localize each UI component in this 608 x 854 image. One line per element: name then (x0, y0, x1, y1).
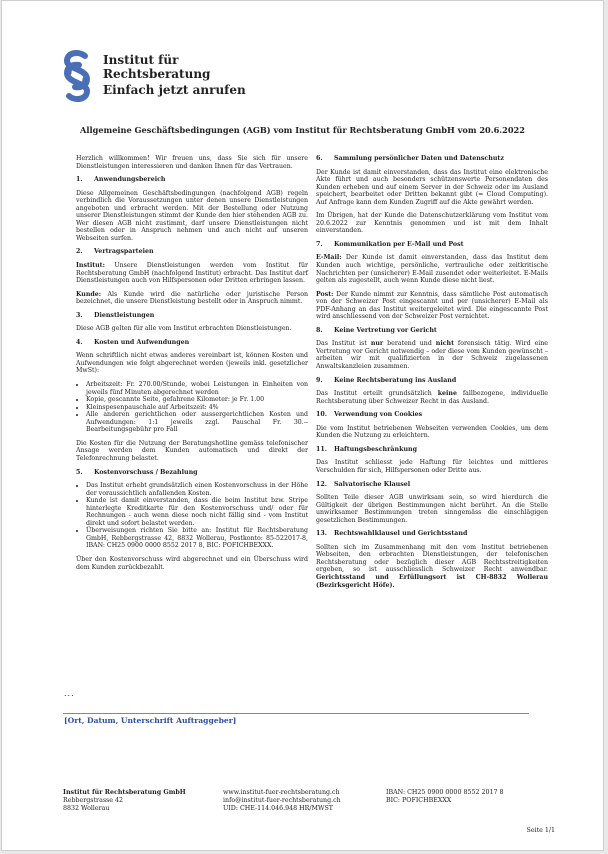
section-text-13: Sollten sich im Zusammenhang mit den vom Institut betriebenen Webseiten, den erbrachten Dienstleistungen, der telefonischen Rechtsberatung oder bezüglich dieser AGB Rechtsstreitigkeiten ergeben, so ist ausschliesslich Schweizer Recht anwendbar. Gerichtsstand und Erfüllungsort ist CH-8832 Wollerau (Bezirksgericht Höfe). (316, 543, 548, 589)
brand-name-line1: Institut für (103, 53, 179, 67)
brand-block (103, 54, 246, 98)
section-text-2b: Kunde: Als Kunde wird die natürliche oder juristische Person bezeichnet, die unsere Dienstleistung bestellt oder in Anspruch nimmt. (76, 290, 308, 306)
list-item: • Arbeitszeit: Fr. 270.00/Stunde, wobei Leistungen in Einheiten von jeweils fünf Minuten abgerechnet werden (86, 381, 308, 396)
list-item: • Das Institut erhebt grundsätzlich einen Kostenvorschuss in der Höhe der voraussichtlich anfallenden Kosten. (86, 482, 308, 497)
section-heading-13: 13. Rechtswahlklausel und Gerichtsstand (316, 530, 468, 538)
section-heading-12: 12. Salvatorische Klausel (316, 480, 411, 488)
section-text-1: Diese Allgemeinen Geschäftsbedingungen (nachfolgend AGB) regeln verbindlich die Voraussetzungen unter denen unsere Dienstleistungen angeboten und erbracht werden. Mit der Bestellung oder Nutzung unserer Dienstleistungen stimmt der Kunde den hier stehenden AGB zu. Wer diesen AGB nicht zustimmt, darf unsere Dienstleistungen nicht bestellen oder in Anspruch nehmen und auch nicht auf unseren Webseiten surfen. (76, 189, 308, 242)
footer-bic: BIC: POFICHBEXXX (386, 797, 452, 804)
payment-list (76, 482, 308, 550)
right-column (316, 155, 548, 595)
footer-website-link[interactable]: www.institut-fuer-rechtsberatung.ch (223, 789, 340, 796)
section-heading-8: 8. Keine Vertretung vor Gericht (316, 326, 437, 334)
section-text-7b: Post: Der Kunde nimmt zur Kenntnis, dass sämtliche Post automatisch von der Schweizer Post eingescannt und per (unsicherer) E-Mail als PDF-Anhang an das Institut weitergeleitet wird. Die eingescannte Post wird anschliessend von der Schweizer Post vernichtet. (316, 290, 548, 321)
section-heading-5: 5. Kostenvorschuss / Bezahlung (76, 468, 198, 476)
footer-uid: UID: CHE-114.046.948 HR/MWST (223, 805, 333, 812)
signature-line (63, 713, 529, 714)
document-page (1, 0, 604, 851)
section-text-9: Das Institut erteilt grundsätzlich keine fallbezogene, individuelle Rechtsberatung über Schweizer Recht in das Ausland. (316, 390, 549, 405)
cost-list (76, 381, 308, 434)
section-heading-3: 3. Dienstleistungen (76, 311, 155, 319)
left-column (76, 155, 308, 577)
section-heading-2: 2. Vertragsparteien (76, 248, 154, 256)
intro-paragraph: Herzlich willkommen! Wir freuen uns, dass Sie sich für unsere Dienstleistungen interessieren und danken Ihnen für das Vertrauen. (76, 155, 308, 170)
list-item: • Alle anderen gerichtlichen oder aussergerichtlichen Kosten und Aufwendungen: 1:1 jeweils zzgl. Pauschal Fr. 30.-- Bearbeitungsgebühr pro Fall (86, 411, 308, 434)
footer-email-link[interactable]: info@institut-fuer-rechtsberatung.ch (223, 797, 341, 804)
signature-label: [Ort, Datum, Unterschrift Auftraggeber] (64, 716, 237, 725)
footer-iban: IBAN: CH25 0900 0000 8552 2017 8 (386, 789, 504, 796)
section-heading-11: 11. Haftungsbeschränkung (316, 445, 418, 453)
section-text-10: Die vom Institut betriebenen Webseiten verwenden Cookies, um dem Kunden die Nutzung zu erleichtern. (316, 424, 548, 440)
section-heading-7: 7. Kommunikation per E-Mail und Post (316, 240, 464, 248)
brand-name-line2: Rechtsberatung (103, 66, 211, 81)
section-text-7a: E-Mail: Der Kunde ist damit einverstanden, dass das Institut dem Kunden auch wichtige, persönliche, vertrauliche oder zeitkritische Nachrichten per (unsicherer) E-Mail zusendet oder weiterleitet. E-Mails gelten als zugestellt, auch wenn Kunde diese nicht liest. (316, 254, 548, 285)
list-item: • Kopie, gescannte Seite, gefahrene Kilometer: je Fr. 1.00 (86, 396, 308, 404)
footer-contact (223, 789, 341, 813)
section-text-6a: Der Kunde ist damit einverstanden, dass das Institut eine elektronische Akte führt und auch besonders schützenswerte Personendaten des Kunden erheben und auf einem Server in der Schweiz oder im Ausland speichert, bearbeitet oder Dritten bekannt gibt (= Cloud Computing). Auf Anfrage kann dem Kunden Zugriff auf die Akte gewährt werden. (316, 168, 548, 206)
paragraph-logo-icon (60, 50, 94, 102)
section-text-4b: Die Kosten für die Nutzung der Beratungshotline gemäss telefonischer Ansage werden dem Kunden automatisch und direkt der Telefonrechnung belastet. (76, 439, 308, 462)
footer-address (63, 789, 186, 813)
section-text-3: Diese AGB gelten für alle vom Institut erbrachten Dienstleistungen. (76, 325, 292, 333)
section-heading-10: 10. Verwendung von Cookies (316, 411, 423, 419)
section-text-12: Sollten Teile dieser AGB unwirksam sein, so wird hierdurch die Gültigkeit der übrigen Bestimmungen nicht berührt. An die Stelle unwirksamer Bestimmungen treten sinngemäss die einschlägigen gesetzlichen Bestimmungen. (316, 494, 548, 524)
section-text-6b: Im Übrigen, hat der Kunde die Datenschutzerklärung vom Institut vom 20.6.2022 zur Kenntnis genommen und ist mit dem Inhalt einverstanden. (316, 212, 548, 235)
section-heading-9: 9. Keine Rechtsberatung ins Ausland (316, 376, 457, 384)
signature-dots: ... (64, 689, 75, 698)
footer-bank (386, 789, 504, 805)
brand-tagline: Einfach jetzt anrufen (103, 83, 246, 97)
page-number: Seite 1/1 (526, 827, 555, 834)
list-item: • Kunde ist damit einverstanden, dass die beim Institut bzw. Stripe hinterlegte Kreditkarte für den Kostenvorschuss und/ oder für Rechnungen - auch wenn diese noch nicht fällig sind - vom Institut direkt und sofort belastet werden. (86, 497, 308, 527)
footer-city: 8832 Wollerau (63, 805, 110, 812)
footer-street: Rebbergstrasse 42 (63, 797, 124, 804)
section-text-2a: Institut: Unsere Dienstleistungen werden vom Institut für Rechtsberatung GmbH (nachfolgend Institut) erbracht. Das Institut darf Dienstleistungen auch von Hilfspersonen oder Dritten erbringen lassen. (76, 262, 308, 285)
list-item: • Kleinspesenpauschale auf Arbeitszeit: 4% (86, 404, 308, 412)
section-text-5: Über den Kostenvorschuss wird abgerechnet und ein Überschuss wird dem Kunden zurückbezahlt. (76, 555, 308, 571)
footer-company: Institut für Rechtsberatung GmbH (63, 789, 186, 796)
list-item: • Überweisungen richten Sie bitte an: Institut für Rechtsberatung GmbH, Rebbergstrasse 42, 8832 Wollerau, Postkonto: 85-522017-8, IBAN: CH25 0900 0000 8552 2017 8, BIC: POFICHBEXXX. (86, 527, 308, 550)
section-text-4: Wenn schriftlich nicht etwas anderes vereinbart ist, können Kosten und Aufwendungen wie folgt abgerechnet werden (jeweils inkl. gesetzlicher MwSt): (76, 352, 308, 375)
document-title: Allgemeine Geschäftsbedingungen (AGB) vom Institut für Rechtsberatung GmbH vom 20.6.2022 (80, 125, 525, 135)
section-text-11: Das Institut schliesst jede Haftung für leichtes und mittleres Verschulden für sich, Hilfspersonen oder Dritte aus. (316, 459, 548, 474)
section-heading-6: 6. Sammlung persönlicher Daten und Datenschutz (316, 155, 504, 162)
section-text-8: Das Institut ist nur beratend und nicht forensisch tätig. Wird eine Vertretung vor Gericht notwendig – oder diese vom Kunden gewünscht – arbeiten wir mit qualifizierten in der Schweiz zugelassenen Anwaltskanzleien zusammen. (316, 340, 548, 371)
section-heading-4: 4. Kosten und Aufwendungen (76, 338, 190, 346)
section-heading-1: 1. Anwendungsbereich (76, 176, 166, 184)
